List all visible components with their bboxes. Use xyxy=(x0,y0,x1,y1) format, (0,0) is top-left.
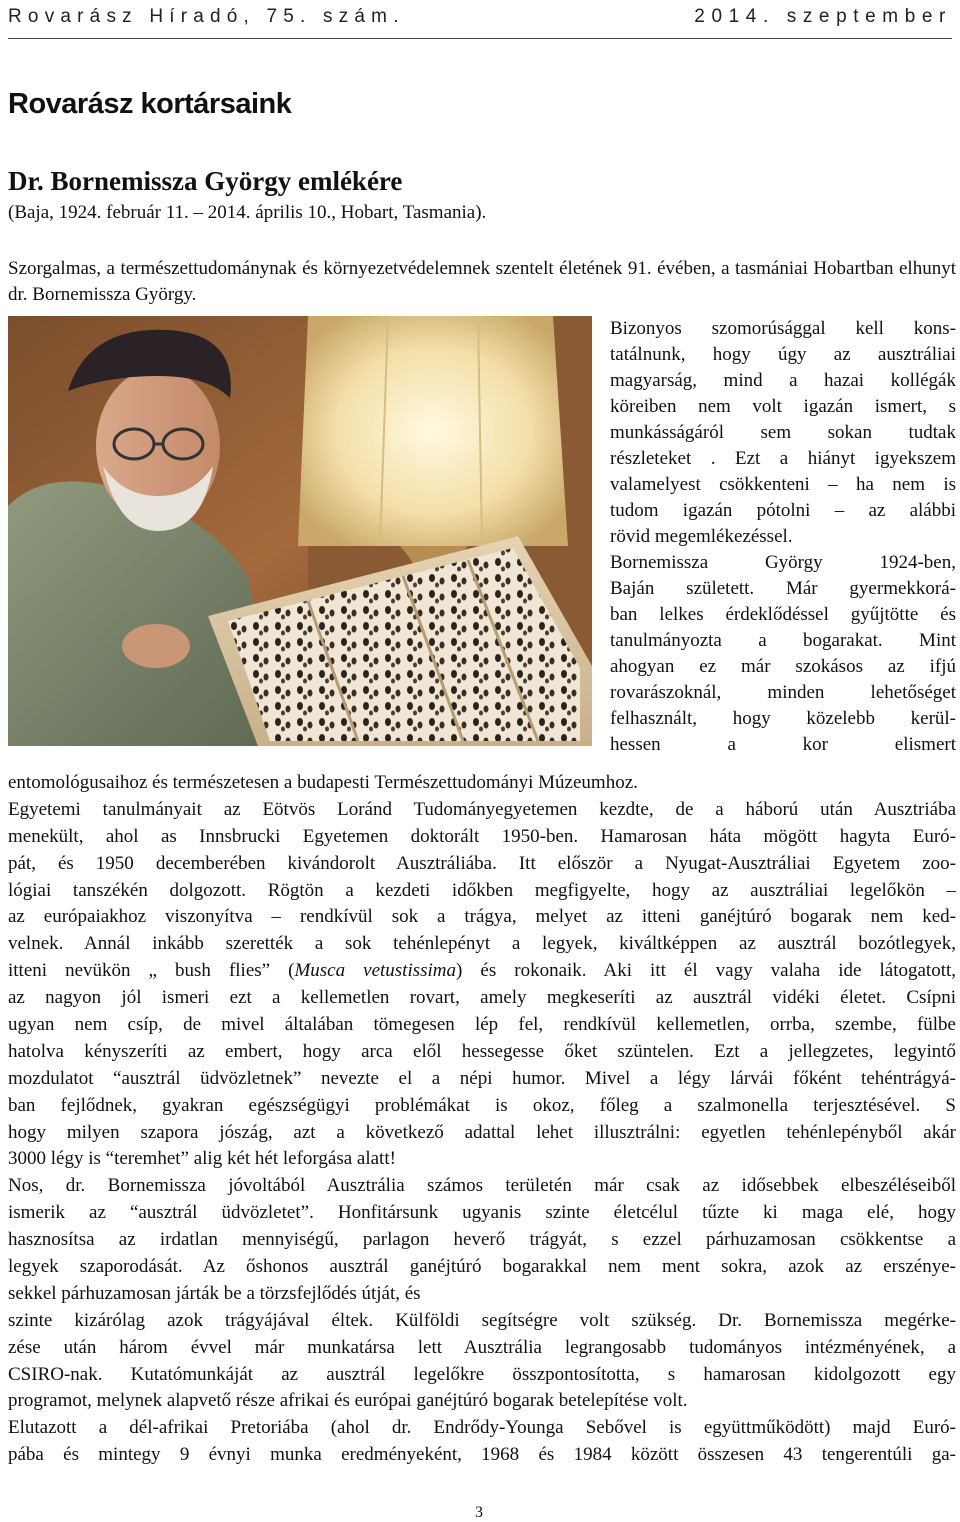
text-line: munkásságáról sem sokan tudtak xyxy=(610,422,956,443)
portrait-photo xyxy=(8,316,592,746)
text-line: entomológusaihoz és természetesen a budapesti Természettudományi Múzeumhoz. xyxy=(8,772,638,793)
text-line: 3000 légy is “teremhet” alig két hét leforgása alatt! xyxy=(8,1148,396,1170)
text-line: hessen a kor elismert xyxy=(610,734,956,755)
text-line: mozdulatot “ausztrál üdvözletnek” nevezte el a népi humor. Mivel a légy lárvái főként tehéntrágyá- xyxy=(8,1067,956,1089)
text-line: pát, és 1950 decemberében kivándorolt Ausztráliába. Itt először a Nyugat-Ausztráliai Egyetem zoo- xyxy=(8,852,956,874)
text-line: pába és mintegy 9 évnyi munka eredményeként, 1968 és 1984 között összesen 43 tengerentúli ga- xyxy=(8,1444,956,1466)
page-number: 3 xyxy=(475,1504,483,1521)
text-line: valamelyest csökkenteni – ha nem is xyxy=(610,474,956,495)
text-line: hasznosítsa az irdatlan mennyiségű, parlagon heverő trágyát, s ezzel párhuzamosan csökkentse a xyxy=(8,1229,956,1251)
article-subtitle: (Baja, 1924. február 11. – 2014. április 10., Hobart, Tasmania). xyxy=(8,202,487,223)
text-line: tudom igazán pótolni – az alábbi xyxy=(610,500,956,521)
text-line: ahogyan ez már szokásos az ifjú xyxy=(610,656,956,677)
text-line: tatálnunk, hogy úgy az ausztráliai xyxy=(610,344,956,365)
text-line: hogy milyen szapora jószág, azt a következő adattal lehet illusztrálni: egyetlen tehénlepényből akár xyxy=(8,1121,956,1143)
text-line: ugyan nem csíp, de mivel általában tömegesen lép fel, rendkívül kellemetlen, orrba, szembe, fülbe xyxy=(8,1014,956,1036)
side-column-text xyxy=(610,316,956,758)
text-line: az nagyon jól ismeri ezt a kellemetlen rovart, amely megkeseríti az ausztrál vidéki életet. Csípni xyxy=(8,987,956,1009)
text-line: CSIRO-nak. Kutatómunkáját az ausztrál legelőkre összpontosította, s hamarosan kidolgozott egy xyxy=(8,1363,956,1385)
text-line: Elutazott a dél-afrikai Pretoriába (ahol dr. Endrődy-Younga Sebővel is együttműködött) majd Euró- xyxy=(8,1417,956,1439)
issue-date-label: 2014. szeptember xyxy=(694,6,952,27)
text-line: felhasznált, hogy közelebb kerül- xyxy=(610,708,956,729)
text-line: legyek szaporodását. Az őshonos ausztrál ganéjtúró bogarakkal nem ment sokra, azok az erszénye- xyxy=(8,1256,956,1278)
text-line: tanulmányozta a bogarakat. Mint xyxy=(610,630,956,651)
species-name: Musca vetustissima xyxy=(294,960,457,982)
text-line: magyarság, mind a hazai kollégák xyxy=(610,370,956,391)
text-line: Egyetemi tanulmányait az Eötvös Loránd Tudományegyetemen kezdte, de a háború után Ausztriába xyxy=(8,798,956,820)
running-header xyxy=(8,6,952,36)
article-title: Dr. Bornemissza György emlékére xyxy=(8,166,403,196)
text-line: ban fejlődnek, gyakran egészségügyi problémákat is okoz, főleg a szalmonella terjesztésével. S xyxy=(8,1094,956,1116)
text-line: ban lelkes érdeklődéssel gyűjtötte és xyxy=(610,604,956,625)
text-line: szinte kizárólag azok trágyájával éltek. Külföldi segítségre volt szükség. Dr. Bornemissza megérke- xyxy=(8,1309,956,1331)
text-line: rovarászoknál, minden lehetőséget xyxy=(610,682,956,703)
text-line: köreiben nem volt igazán ismert, s xyxy=(610,396,956,417)
text-line: Bizonyos szomorúsággal kell kons- xyxy=(610,318,956,339)
body-text xyxy=(8,770,956,1469)
text-line: Baján született. Már gyermekkorá- xyxy=(610,578,956,599)
text-line: hatolva kényszeríti az embert, hogy arca elől hessegesse őket szüntelen. Ezt a jellegzetes, legyintő xyxy=(8,1040,956,1062)
text-line: részleteket . Ezt a hiányt igyekszem xyxy=(610,448,956,469)
text-line: Bornemissza György 1924-ben, xyxy=(610,552,956,573)
text-line: programot, melynek alapvető része afrikai és európai ganéjtúró bogarak betelepítése volt. xyxy=(8,1390,688,1412)
text-line: Nos, dr. Bornemissza jóvoltából Ausztrália számos területén már csak az idősebbek elbeszéléseiből xyxy=(8,1175,956,1197)
text-line: ismerik az “ausztrál üdvözletet”. Honfitársunk ugyanis szinte életcélul tűzte ki maga elé, hogy xyxy=(8,1202,956,1224)
text-line: sekkel párhuzamosan járták be a törzsfejlődés útját, és xyxy=(8,1282,421,1304)
text-line: zése után három évvel már munkatársa lett Ausztrália legrangosabb tudományos intézményének, a xyxy=(8,1336,956,1358)
intro-paragraph: Szorgalmas, a természettudománynak és környezetvédelemnek szentelt életének 91. évében, a tasmániai Hobartban elhunyt dr. Bornemissza György. xyxy=(8,258,956,305)
text-line: menekült, ahol as Innsbrucki Egyetemen doktorált 1950-ben. Hamarosan háta mögött hagyta Euró- xyxy=(8,825,956,847)
text-line: itteni nevükön „ bush flies” (Musca vetustissima) és rokonaik. Aki itt él vagy valaha ide látogatott, xyxy=(8,960,956,982)
text-line: lógiai tanszékén dolgozott. Rögtön a kezdeti időkben megfigyelte, hogy az ausztráliai legelőkön – xyxy=(8,879,956,901)
text-line: rövid megemlékezéssel. xyxy=(610,526,793,547)
text-line: az európaiakhoz viszonyítva – rendkívül sok a trágya, melyet az itteni ganéjtúró bogarak nem ked- xyxy=(8,906,956,928)
journal-issue-label: Rovarász Híradó, 75. szám. xyxy=(8,6,405,27)
text-line: velnek. Annál inkább szerették a sok tehénlepényt a legyek, kiváltképpen az ausztrál bozótlegyek, xyxy=(8,933,956,955)
section-title: Rovarász kortársaink xyxy=(8,88,292,120)
header-rule xyxy=(8,38,952,39)
